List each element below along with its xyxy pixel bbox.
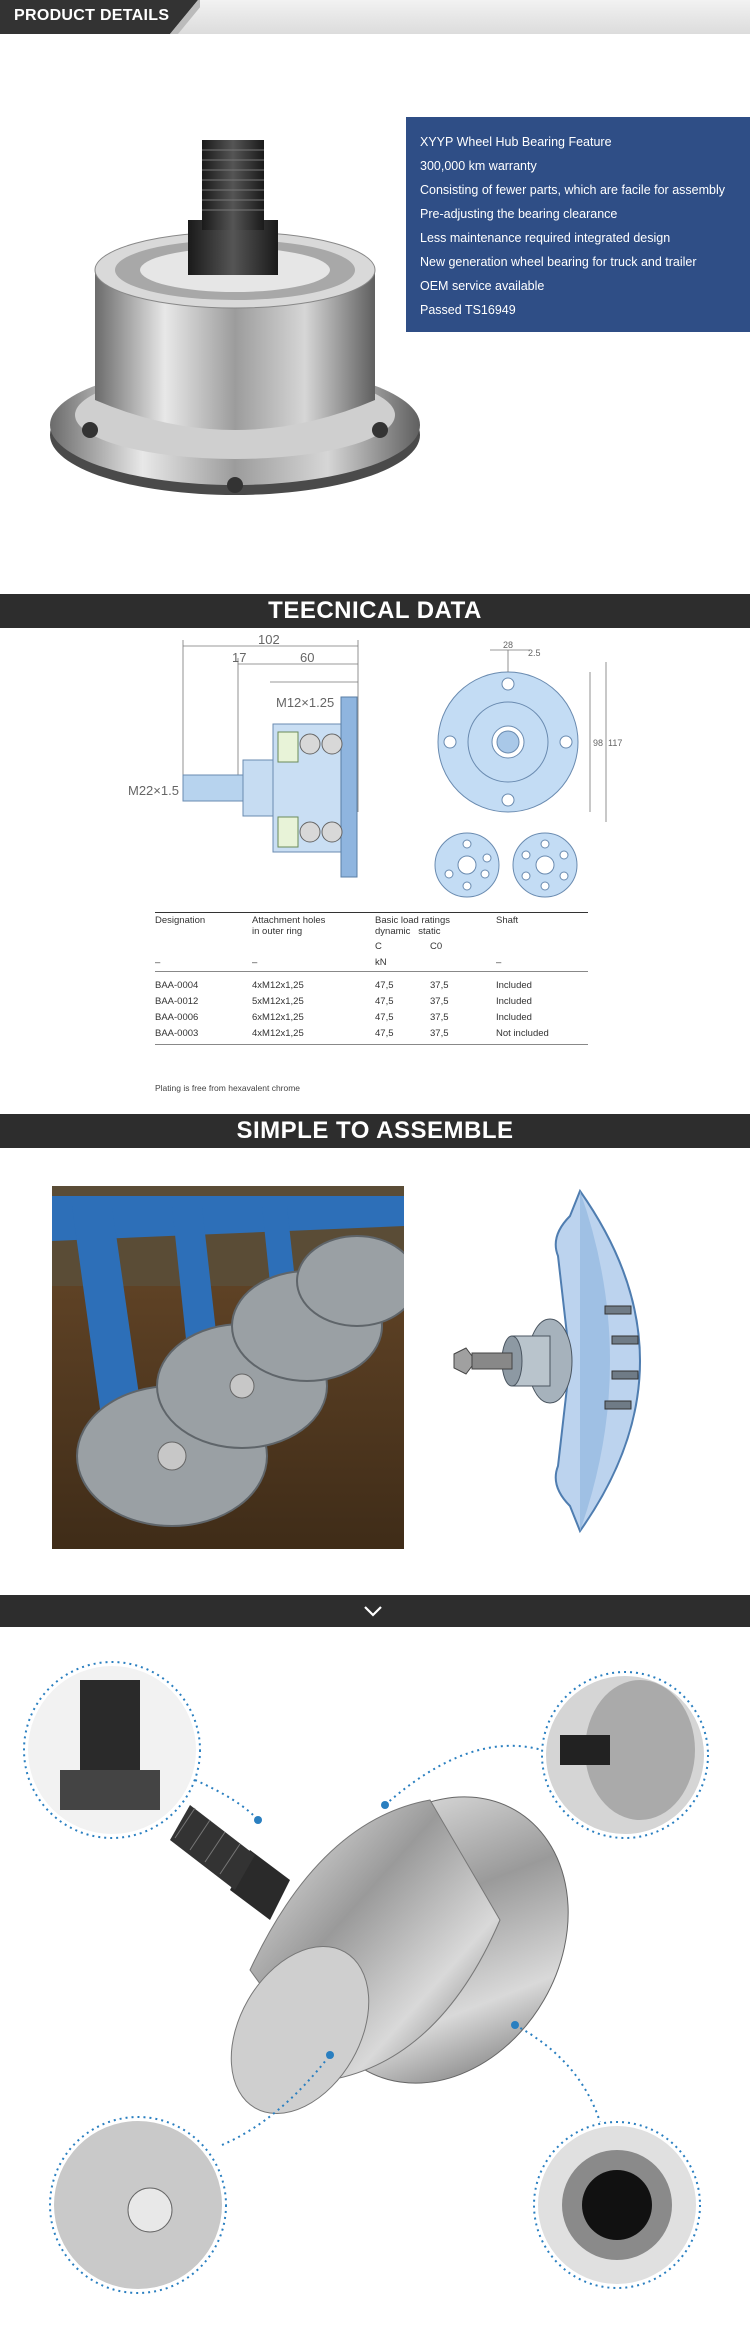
- feature-item: OEM service available: [420, 279, 545, 293]
- col-designation: Designation: [155, 915, 206, 926]
- sym-c: C: [375, 941, 382, 952]
- feature-item: Consisting of fewer parts, which are facile for assembly: [420, 183, 725, 197]
- section-bar-technical: [0, 594, 750, 628]
- cell-holes: 4xM12x1,25: [252, 1028, 304, 1039]
- section-title: TEECNICAL DATA: [268, 597, 482, 624]
- cell-c: 47,5: [375, 1028, 394, 1039]
- section-title: SIMPLE TO ASSEMBLE: [236, 1117, 514, 1144]
- table-row: [155, 978, 588, 994]
- table-note: Plating is free from hexavalent chrome: [155, 1083, 301, 1093]
- feature-item: Passed TS16949: [420, 303, 516, 317]
- table-symbol-row: [155, 939, 588, 955]
- feature-item: Pre-adjusting the bearing clearance: [420, 207, 618, 221]
- dim-right: 60: [300, 650, 315, 665]
- dim-top-b: 2.5: [528, 648, 541, 658]
- detail-callout-illustration: [0, 1640, 750, 2340]
- feature-item: Less maintenance required integrated design: [420, 231, 671, 245]
- table-header-row: [155, 913, 588, 939]
- table-row: [155, 1010, 588, 1026]
- cell-holes: 4xM12x1,25: [252, 980, 304, 991]
- assembly-diagram: [440, 1186, 710, 1536]
- feature-item: XYYP Wheel Hub Bearing Feature: [420, 135, 612, 149]
- cell-c: 47,5: [375, 996, 394, 1007]
- cell-c0: 37,5: [430, 996, 449, 1007]
- col-shaft: Shaft: [496, 915, 519, 926]
- cell-shaft: Included: [496, 996, 532, 1007]
- unit-shaft: –: [496, 957, 502, 968]
- thread-top-label: M12×1.25: [276, 695, 335, 710]
- field-application-photo: [52, 1186, 404, 1549]
- dim-overall: 102: [258, 632, 280, 647]
- cell-designation: BAA-0012: [155, 996, 199, 1007]
- col-ratings: Basic load ratings dynamic static: [375, 915, 450, 937]
- cell-designation: BAA-0003: [155, 1028, 199, 1039]
- cell-c0: 37,5: [430, 1012, 449, 1023]
- product-image: [40, 130, 440, 510]
- cell-c0: 37,5: [430, 1028, 449, 1039]
- section-bar-assemble: [0, 1114, 750, 1148]
- dim-side-b: 117: [608, 738, 623, 748]
- page-title: PRODUCT DETAILS: [14, 7, 170, 24]
- unit-holes: –: [252, 957, 258, 968]
- feature-item: 300,000 km warranty: [420, 159, 537, 173]
- cell-holes: 5xM12x1,25: [252, 996, 304, 1007]
- dim-left: 17: [232, 650, 247, 665]
- cell-c0: 37,5: [430, 980, 449, 991]
- feature-panel: [406, 117, 750, 332]
- table-row: [155, 1026, 588, 1042]
- technical-drawing: [110, 632, 630, 902]
- col-holes: Attachment holes in outer ring: [252, 915, 326, 937]
- feature-item: New generation wheel bearing for truck and trailer: [420, 255, 697, 269]
- cell-shaft: Included: [496, 1012, 532, 1023]
- cell-shaft: Not included: [496, 1028, 549, 1039]
- spec-table: [155, 912, 588, 1045]
- cell-c: 47,5: [375, 1012, 394, 1023]
- table-unit-row: [155, 955, 588, 971]
- thread-shaft-label: M22×1.5: [128, 783, 179, 798]
- unit-c: kN: [375, 957, 387, 968]
- cell-shaft: Included: [496, 980, 532, 991]
- dim-top-a: 28: [503, 640, 514, 650]
- sym-c0: C0: [430, 941, 443, 952]
- cell-designation: BAA-0006: [155, 1012, 199, 1023]
- cell-designation: BAA-0004: [155, 980, 199, 991]
- unit-designation: –: [155, 957, 161, 968]
- cell-holes: 6xM12x1,25: [252, 1012, 304, 1023]
- table-row: [155, 994, 588, 1010]
- cell-c: 47,5: [375, 980, 394, 991]
- dim-side: 98: [593, 738, 604, 748]
- chevron-down-icon[interactable]: [362, 1603, 384, 1619]
